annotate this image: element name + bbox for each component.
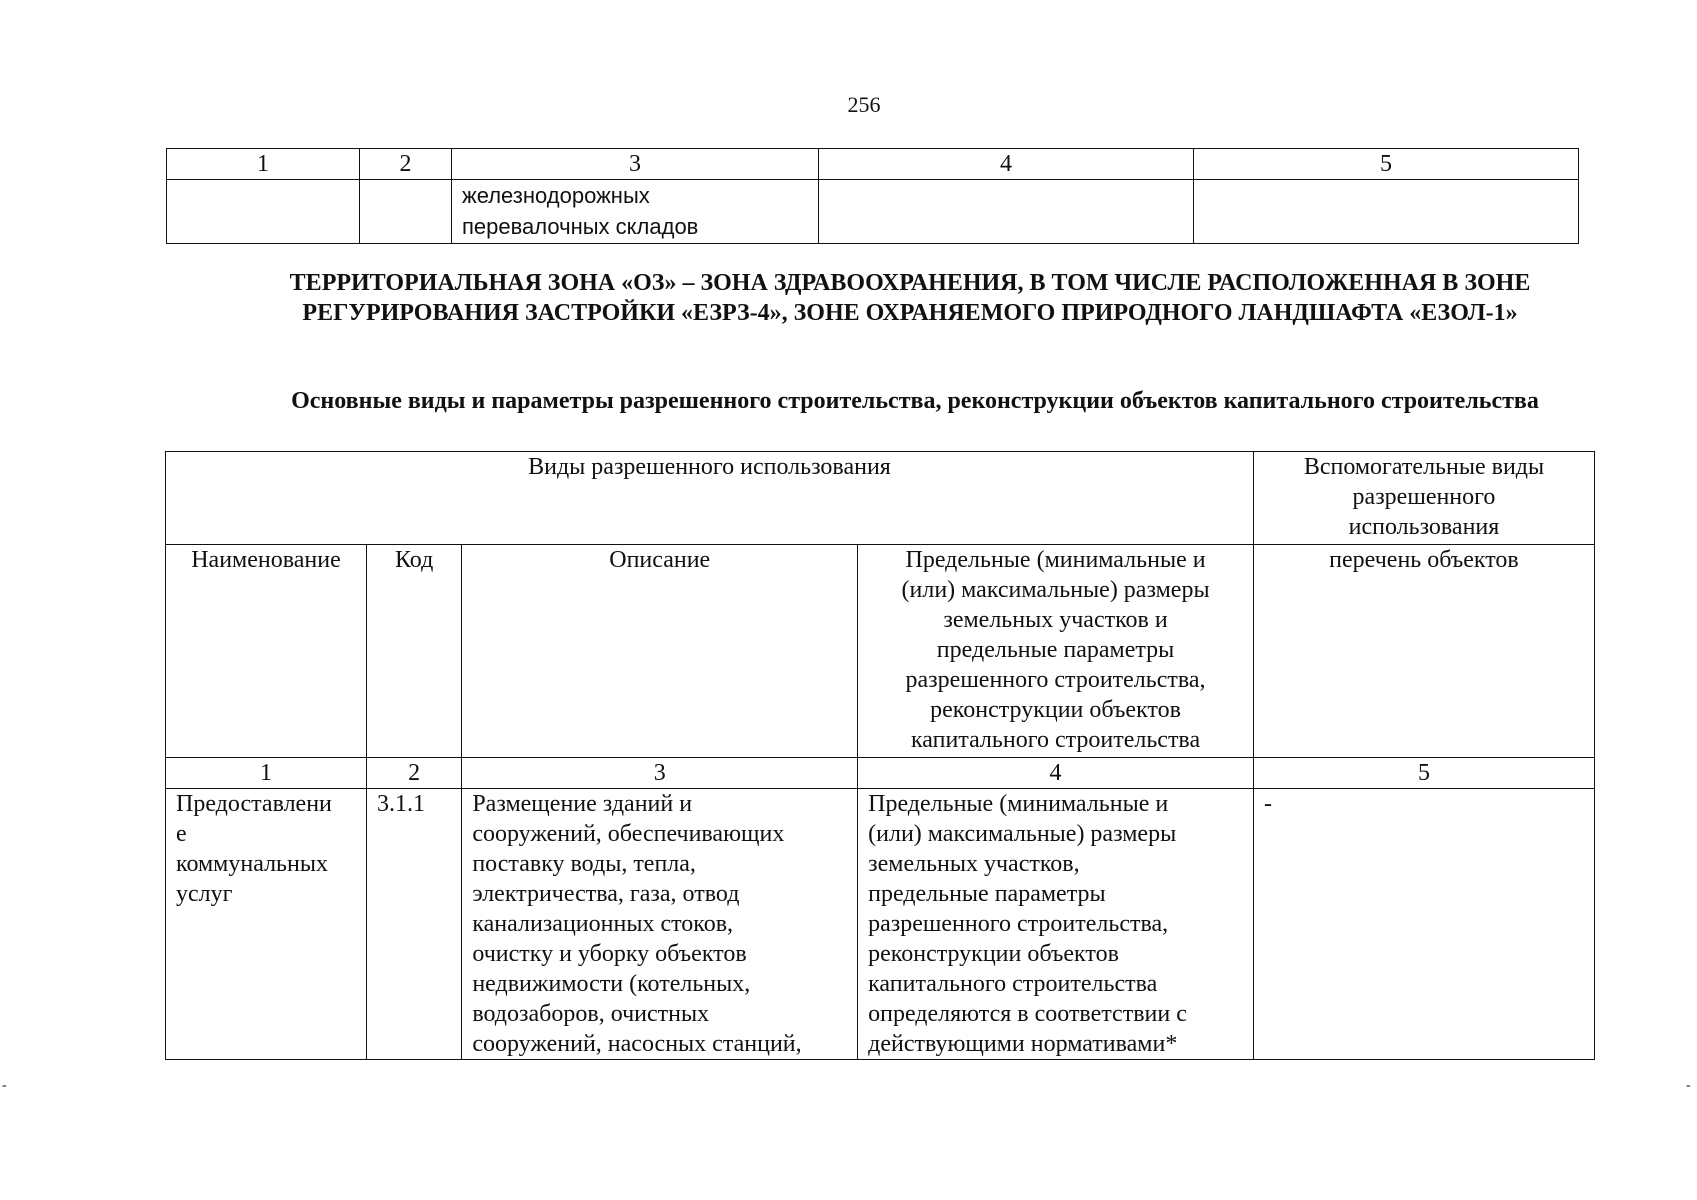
continuation-description: железнодорожных перевалочных складов: [462, 183, 699, 239]
use-code: 3.1.1: [366, 789, 461, 1060]
margin-mark: -: [2, 1078, 7, 1093]
page-number: 256: [847, 92, 881, 117]
column-number: 2: [366, 758, 461, 789]
continuation-header-row: [167, 149, 1579, 180]
continuation-header-cell: 3: [452, 149, 819, 180]
column-header-code: Код: [366, 545, 461, 758]
section-title: Основные виды и параметры разрешенного строительства, реконструкции объектов капитального строительства: [291, 388, 1539, 414]
continuation-cell: [819, 180, 1194, 244]
column-number-row: [166, 758, 1595, 789]
column-number: 3: [462, 758, 858, 789]
margin-mark: -: [1686, 1078, 1691, 1093]
column-header-limits: Предельные (минимальные и (или) максимальные) размеры земельных участков и предельные параметры разрешенного строительства, реконструкции объектов капитального строительства: [858, 545, 1254, 758]
continuation-header-cell: 1: [167, 149, 360, 180]
continuation-cell: [452, 180, 819, 244]
column-number: 4: [858, 758, 1254, 789]
continuation-cell: [167, 180, 360, 244]
continuation-cell: [360, 180, 452, 244]
continuation-cell: [1194, 180, 1579, 244]
continuation-table: [166, 148, 1579, 244]
use-name: Предоставлени е коммунальных услуг: [166, 789, 367, 1060]
use-aux: -: [1253, 789, 1594, 1060]
continuation-header-cell: 5: [1194, 149, 1579, 180]
group-header-main: Виды разрешенного использования: [166, 452, 1254, 545]
column-header-row: [166, 545, 1595, 758]
group-header-aux: Вспомогательные виды разрешенного использования: [1253, 452, 1594, 545]
column-header-name: Наименование: [166, 545, 367, 758]
column-header-description: Описание: [462, 545, 858, 758]
column-header-aux: перечень объектов: [1253, 545, 1594, 758]
use-description: Размещение зданий и сооружений, обеспечивающих поставку воды, тепла, электричества, газа, отвод канализационных стоков, очистку и уборку объектов недвижимости (котельных, водозаборов, очистных сооружений, насосных станций,: [462, 789, 858, 1060]
table-row: [166, 789, 1595, 1060]
zone-title: ТЕРРИТОРИАЛЬНАЯ ЗОНА «ОЗ» – ЗОНА ЗДРАВООХРАНЕНИЯ, В ТОМ ЧИСЛЕ РАСПОЛОЖЕННАЯ В ЗОНЕ РЕГУРИРОВАНИЯ ЗАСТРОЙКИ «ЕЗРЗ-4», ЗОНЕ ОХРАНЯЕМОГО ПРИРОДНОГО ЛАНДШАФТА «ЕЗОЛ-1»: [289, 270, 1531, 326]
use-limits: Предельные (минимальные и (или) максимальные) размеры земельных участков, предельные параметры разрешенного строительства, реконструкции объектов капитального строительства определяются в соответствии с действующими нормативами*: [858, 789, 1254, 1060]
main-table: [165, 451, 1595, 1060]
column-number: 5: [1253, 758, 1594, 789]
continuation-header-cell: 2: [360, 149, 452, 180]
group-header-row: [166, 452, 1595, 545]
column-number: 1: [166, 758, 367, 789]
continuation-row: [167, 180, 1579, 244]
continuation-header-cell: 4: [819, 149, 1194, 180]
